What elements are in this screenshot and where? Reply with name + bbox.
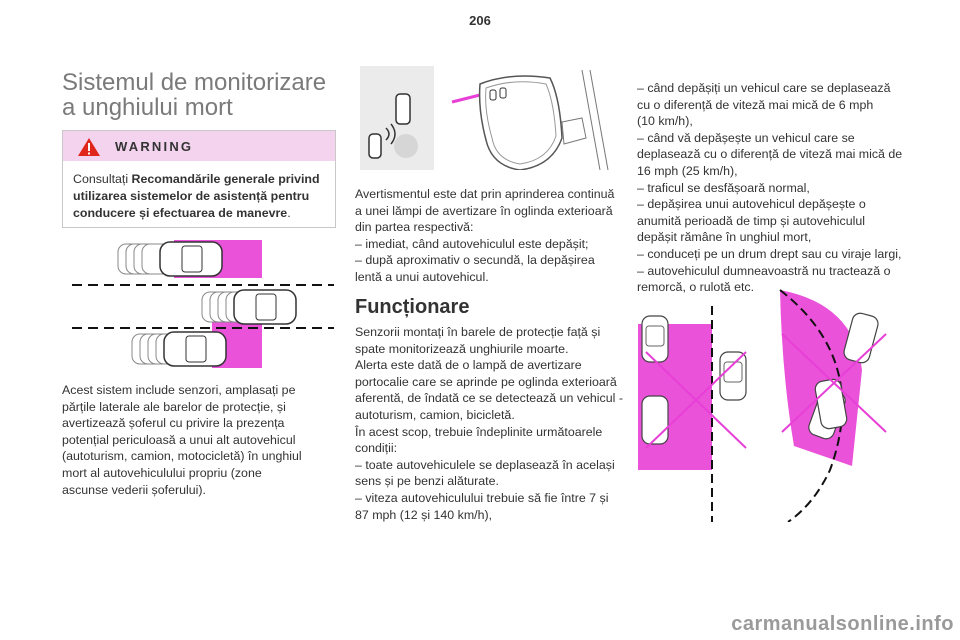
- text-line: – viteza autovehiculului trebuie să fie între 7 și: [355, 490, 609, 505]
- text-line: 87 mph (12 și 140 km/h),: [355, 507, 493, 522]
- conditions-list: [637, 80, 909, 296]
- text-line: avertizează șoferul cu privire la prezența: [62, 416, 285, 431]
- title-line-1: Sistemul de monitorizare: [62, 69, 327, 96]
- text-line: spate monitorizează unghiurile moarte.: [355, 341, 569, 356]
- text-line: a unei lămpi de avertizare în oglinda exterioară: [355, 203, 613, 218]
- warning-triangle-icon: [77, 137, 101, 157]
- text-line: În acest scop, trebuie îndeplinite următoarele: [355, 424, 603, 439]
- text-line: mort al autovehiculului propriu (zone: [62, 465, 262, 480]
- text-line: Senzorii montați în barele de protecție față și: [355, 325, 601, 339]
- text-line: aferentă, de îndată ce se detectează un vehicul -: [355, 391, 623, 406]
- title-line-2: a unghiului mort: [62, 94, 233, 121]
- text-line: (autoturism, camion, motocicletă) în unghiul: [62, 449, 302, 464]
- text-line: – după aproximativ o secundă, la depășirea: [355, 253, 595, 268]
- text-line: sens și pe benzi alăturate.: [355, 474, 499, 489]
- text-line: – traficul se desfășoară normal,: [637, 180, 810, 195]
- text-line: Alerta este dată de o lampă de avertizare: [355, 358, 582, 373]
- text-line: – conduceți pe un drum drept sau cu viraje largi,: [637, 246, 902, 261]
- text-line: depășit rămâne în unghiul mort,: [637, 230, 812, 245]
- warning-text-post: .: [287, 206, 291, 220]
- text-line: părțile laterale ale barelor de protecție, și: [62, 399, 286, 414]
- warning-text-pre: Consultați: [73, 172, 132, 186]
- text-line: 16 mph (25 km/h),: [637, 163, 738, 178]
- blind-spot-traffic-illustration: [62, 236, 334, 374]
- text-line: Avertismentul este dat prin aprinderea continuă: [355, 187, 615, 201]
- text-line: – autovehiculul dumneavoastră nu tractează o: [637, 263, 891, 278]
- text-line: portocalie care se aprinde pe oglinda exterioară: [355, 374, 617, 389]
- text-line: autoturism, camion, bicicletă.: [355, 407, 515, 422]
- text-line: – când depășiți un vehicul care se deplasează: [637, 81, 891, 95]
- warning-text-bold: Recomandările generale privind utilizarea sistemelor de asistență pentru conducere și efectuarea de manevre: [73, 172, 320, 220]
- intro-paragraph: [62, 382, 334, 498]
- footer-watermark: carmanualsonline.info: [731, 613, 954, 635]
- text-line: lentă a unui autovehicul.: [355, 269, 489, 284]
- text-line: potențial periculoasă a unui alt autovehicul: [62, 432, 296, 447]
- system-limitations-illustration: [632, 286, 902, 522]
- warning-box: [62, 130, 336, 228]
- section-heading: Funcționare: [355, 296, 470, 318]
- warning-header: [63, 131, 335, 161]
- warning-text: [63, 161, 335, 222]
- warning-description: [355, 186, 627, 286]
- warning-heading: WARNING: [115, 139, 194, 154]
- text-line: – depășirea unui autovehicul depășește o: [637, 197, 866, 212]
- text-line: – toate autovehiculele se deplasează în același: [355, 457, 615, 472]
- text-line: condiții:: [355, 441, 398, 456]
- text-line: deplasează cu o diferență de viteză mai mică de: [637, 147, 903, 162]
- text-line: – imediat, când autovehiculul este depășit;: [355, 236, 589, 251]
- text-line: cu o diferență de viteză mai mică de 6 mph: [637, 97, 874, 112]
- text-line: anumită perioadă de timp și autovehiculul: [637, 213, 865, 228]
- page-title: [62, 70, 342, 120]
- text-line: Acest sistem include senzori, amplasați pe: [62, 383, 296, 397]
- operation-paragraph: [355, 324, 627, 523]
- text-line: ascunse vederii șoferului).: [62, 482, 206, 497]
- text-line: din partea respectivă:: [355, 220, 474, 235]
- mirror-warning-lamp-illustration: [360, 66, 610, 170]
- text-line: – când vă depășește un vehicul care se: [637, 130, 855, 145]
- text-line: remorcă, o rulotă etc.: [637, 280, 755, 295]
- page-number: 206: [469, 13, 491, 28]
- text-line: (10 km/h),: [637, 114, 693, 129]
